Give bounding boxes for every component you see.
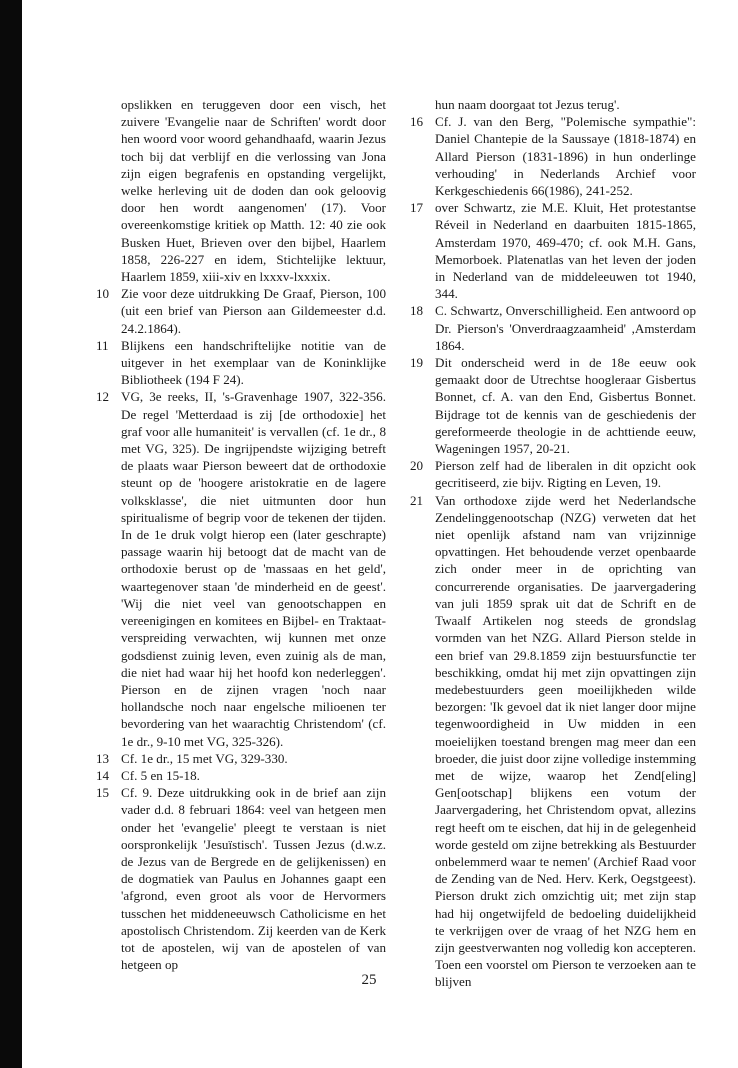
scan-edge-shadow (0, 0, 22, 1068)
footnote-continuation: opslikken en teruggeven door een visch, het zuivere 'Evangelie naar de Schriften' wordt door hen woord voor woord gehandhaafd, waarin Jezus toch bij dat verblijf en die verlossing van Jona zijn eigen begrafenis en opstanding vergelijkt, welke herleving uit de doden dan ook geloovig door hen wordt aangenomen' (17). Voor overeenkomstige kritiek op Matth. 12: 40 zie ook Busken Huet, Brieven over den bijbel, Haarlem 1858, 226-227 en idem, Stichtelijke lektuur, Haarlem 1859, xiii-xiv en lxxxv-lxxxix. (121, 97, 386, 285)
footnote-number: 17 (410, 200, 424, 216)
footnote-number: 19 (410, 355, 424, 371)
footnote-number: 14 (96, 767, 110, 783)
footnote-text: over Schwartz, zie M.E. Kluit, Het protestantse Réveil in Nederland en daarbuiten 1815-1865, Amsterdam 1970, 469-470; cf. ook M.H. Gans, Memorboek. Platenatlas van het leven der joden in Nederland van de middeleeuwen tot 1940, 344. (435, 200, 696, 302)
footnote-text: Van orthodoxe zijde werd het Nederlandsche Zendelinggenootschap (NZG) verweten dat het niet openlijk afstand nam van vrijzinnige opvattingen. Het behoudende verzet openbaarde zich onder meer in de oprichting van concurrerende organisaties. De jaarvergadering van juli 1859 sprak uit dat de Schrift en de Twaalf Artikelen nog steeds de grondslag vormden van het NZG. Allard Pierson stelde in een brief van 29.8.1859 zijn bestuursfunctie ter beschikking, omdat hij met zijn opvattingen zijn medebestuurders geen moeilijkheden wilde bezorgen: 'Ik gevoel dat ik niet langer door mijne tegenwoordigheid in Uw midden in een moeielijken toestand brengen mag meer dan een broeder, die juist door zijne volledige instemming met de wijze, waarop het Zend[eling] Gen[ootschap] blijkens een votum der Jaarvergadering, het Christendom opvat, allezins regt heeft om te eischen, dat hij in de gelegenheid worde gesteld om zijne betrekking als Bestuurder onbelemmerd waar te nemen' (Archief Raad voor de Zending van de Ned. Herv. Kerk, Oegstgeest). Pierson drukt zich omzichtig uit; met zijn stap had hij ongetwijfeld de bedoeling duidelijkheid te verkrijgen over de vraag of het NZG hem en zijn geestverwanten nog volledig kon accepteren. Toen een voorstel om Pierson te verzoeken aan te blijven (435, 492, 696, 990)
footnote-13 (96, 750, 386, 767)
footnote-21 (410, 492, 696, 991)
footnote-number: 13 (96, 750, 110, 766)
footnote-number: 15 (96, 785, 110, 801)
footnote-number: 12 (96, 389, 110, 405)
footnote-continuation: hun naam doorgaat tot Jezus terug'. (435, 97, 620, 112)
footnote-text: Cf. 9. Deze uitdrukking ook in de brief aan zijn vader d.d. 8 februari 1864: veel van hetgeen men onder het 'evangelie' pleegt te verstaan is niet oorspronkelijk 'Jesuïstisch'. Tussen Jezus (d.w.z. de Jezus van de Bergrede en de gelijkenissen) en de dogmatiek van Paulus en Johannes gaapt een 'afgrond, even groot als voor de Hervormers tusschen het middeneeuwsch Catholicisme en het apostolisch Christendom. Zij keerden van de Kerk tot de apostelen, wij van de apostelen of van hetgeen op (121, 785, 386, 973)
footnote-16 (410, 113, 696, 199)
footnote-text: Zie voor deze uitdrukking De Graaf, Pierson, 100 (uit een brief van Pierson aan Gildemeester d.d. 24.2.1864). (121, 286, 386, 336)
footnote-number: 21 (410, 492, 424, 508)
footnote-11 (96, 337, 386, 389)
footnote-14 (96, 767, 386, 784)
footnote-number: 11 (96, 337, 109, 353)
footnote-number: 20 (410, 458, 424, 474)
footnote-18 (410, 302, 696, 354)
footnote-17 (410, 199, 696, 302)
page-number: 25 (361, 972, 377, 988)
footnote-number: 10 (96, 286, 110, 302)
footnote-10 (96, 285, 386, 337)
footnote-text: Dit onderscheid werd in de 18e eeuw ook gemaakt door de Utrechtse hoogleraar Gisbertus Bonnet, cf. A. van den End, Gisbertus Bonnet. Bijdrage tot de kennis van de geschiedenis der gereformeerde theologie in de achttiende eeuw, Wageningen 1957, 20-21. (435, 355, 696, 457)
footnote-text: Blijkens een handschriftelijke notitie van de uitgever in het exemplaar van de Koninklijke Bibliotheek (194 F 24). (121, 337, 386, 388)
footnote-text: Cf. 1e dr., 15 met VG, 329-330. (121, 750, 288, 766)
footnote-15 (96, 784, 386, 973)
footnotes-right-column (410, 96, 696, 991)
footnote-number: 16 (410, 114, 424, 130)
footnote-number: 18 (410, 303, 424, 319)
footnote-text: Cf. J. van den Berg, "Polemische sympathie": Daniel Chantepie de la Saussaye (1818-1874) en Allard Pierson (1831-1896) in hun onderlinge verhouding' in Nederlands Archief voor Kerkgeschiedenis 66(1986), 241-252. (435, 114, 696, 199)
footnote-19 (410, 354, 696, 457)
footnotes-left-column (96, 96, 386, 973)
footnote-text: Pierson zelf had de liberalen in dit opzicht ook gecritiseerd, zie bijv. Rigting en Leven, 19. (435, 458, 696, 491)
footnote-text: VG, 3e reeks, II, 's-Gravenhage 1907, 322-356. De regel 'Metterdaad is zij [de orthodoxie] het graf voor alle humaniteit' is vervallen (cf. 1e dr., 8 met VG, 325). De ingrijpendste wijziging betreft de plaats waar Pierson beweert dat de orthodoxie steunt op de 'hoogere aristokratie en de lagere volksklasse', die niet uitmunten door hun spiritualisme of begrip voor de tekenen der tijden. In de 1e druk volgt hierop een (later geschrapte) passage waarin hij betoogt dat de macht van de orthodoxie berust op de 'massaas en het geld', waartegenover staan 'de minderheid en de geest'. 'Wij die niet veel van genootschappen en vereenigingen en komitees en Bijbel- en Traktaat-verspreiding verwachten, wij kunnen met onze godsdienst zuinig leven, even zuinig als de man, die niet had waar hij het hoofd kon nederleggen'. Pierson en de zijnen vragen 'noch naar hollandsche noch naar engelsche milioenen ter bevordering van het waarachtig Christendom' (cf. 1e dr., 9-10 met VG, 325-326). (121, 389, 386, 749)
footnote-20 (410, 457, 696, 491)
footnote-text: C. Schwartz, Onverschilligheid. Een antwoord op Dr. Pierson's 'Onverdraagzaamheid' ,Amsterdam 1864. (435, 303, 696, 353)
footnote-text: Cf. 5 en 15-18. (121, 767, 200, 783)
footnote-12 (96, 388, 386, 749)
